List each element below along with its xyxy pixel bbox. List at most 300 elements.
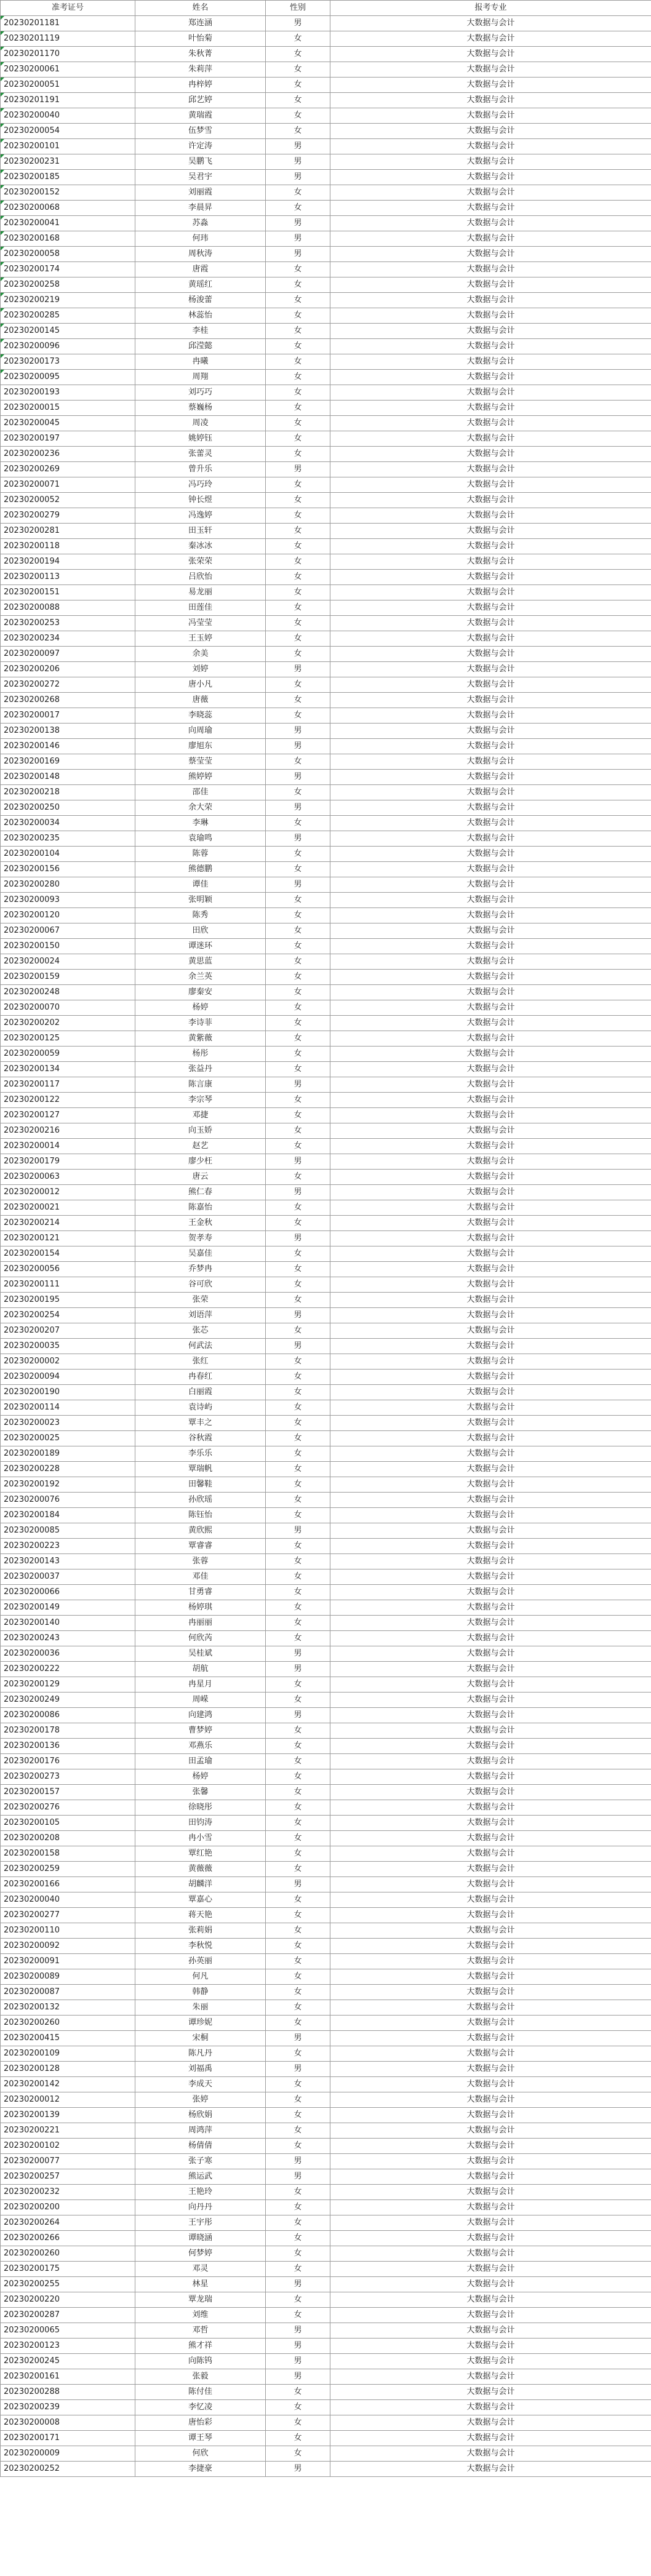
cell-name[interactable] bbox=[135, 370, 266, 385]
cell-major[interactable] bbox=[330, 600, 651, 616]
cell-exam-id[interactable] bbox=[1, 277, 135, 293]
cell-name[interactable] bbox=[135, 1108, 266, 1123]
cell-name[interactable] bbox=[135, 2354, 266, 2369]
cell-gender[interactable] bbox=[266, 893, 330, 908]
cell-name[interactable] bbox=[135, 785, 266, 800]
cell-name[interactable] bbox=[135, 1662, 266, 1677]
cell-gender[interactable] bbox=[266, 1631, 330, 1646]
cell-exam-id[interactable] bbox=[1, 616, 135, 631]
cell-exam-id[interactable] bbox=[1, 2323, 135, 2339]
cell-exam-id[interactable] bbox=[1, 1569, 135, 1585]
cell-exam-id[interactable] bbox=[1, 2046, 135, 2062]
cell-gender[interactable] bbox=[266, 570, 330, 585]
cell-exam-id[interactable] bbox=[1, 1877, 135, 1892]
cell-exam-id[interactable] bbox=[1, 508, 135, 524]
cell-gender[interactable] bbox=[266, 1077, 330, 1093]
cell-exam-id[interactable] bbox=[1, 1123, 135, 1139]
cell-exam-id[interactable] bbox=[1, 247, 135, 262]
cell-major[interactable] bbox=[330, 1523, 651, 1539]
cell-name[interactable] bbox=[135, 1047, 266, 1062]
cell-major[interactable] bbox=[330, 231, 651, 247]
cell-gender[interactable] bbox=[266, 216, 330, 231]
cell-gender[interactable] bbox=[266, 1446, 330, 1462]
cell-exam-id[interactable] bbox=[1, 1354, 135, 1370]
cell-name[interactable] bbox=[135, 908, 266, 923]
cell-name[interactable] bbox=[135, 1231, 266, 1246]
cell-gender[interactable] bbox=[266, 1323, 330, 1339]
cell-gender[interactable] bbox=[266, 108, 330, 124]
cell-name[interactable] bbox=[135, 1754, 266, 1769]
cell-exam-id[interactable] bbox=[1, 2092, 135, 2108]
cell-exam-id[interactable] bbox=[1, 554, 135, 570]
cell-gender[interactable] bbox=[266, 1677, 330, 1693]
cell-gender[interactable] bbox=[266, 539, 330, 554]
cell-major[interactable] bbox=[330, 2308, 651, 2323]
cell-major[interactable] bbox=[330, 524, 651, 539]
cell-major[interactable] bbox=[330, 31, 651, 47]
cell-gender[interactable] bbox=[266, 62, 330, 78]
cell-name[interactable] bbox=[135, 1877, 266, 1892]
cell-name[interactable] bbox=[135, 2339, 266, 2354]
cell-major[interactable] bbox=[330, 1185, 651, 1200]
cell-name[interactable] bbox=[135, 1816, 266, 1831]
cell-gender[interactable] bbox=[266, 1708, 330, 1723]
cell-exam-id[interactable] bbox=[1, 1154, 135, 1170]
cell-exam-id[interactable] bbox=[1, 939, 135, 954]
cell-name[interactable] bbox=[135, 1646, 266, 1662]
cell-gender[interactable] bbox=[266, 708, 330, 724]
cell-gender[interactable] bbox=[266, 1139, 330, 1154]
cell-name[interactable] bbox=[135, 939, 266, 954]
cell-major[interactable] bbox=[330, 1293, 651, 1308]
cell-name[interactable] bbox=[135, 1216, 266, 1231]
cell-major[interactable] bbox=[330, 1862, 651, 1877]
cell-name[interactable] bbox=[135, 893, 266, 908]
cell-gender[interactable] bbox=[266, 2215, 330, 2231]
cell-gender[interactable] bbox=[266, 1769, 330, 1785]
cell-name[interactable] bbox=[135, 47, 266, 62]
cell-gender[interactable] bbox=[266, 877, 330, 893]
cell-name[interactable] bbox=[135, 139, 266, 154]
cell-major[interactable] bbox=[330, 677, 651, 693]
cell-gender[interactable] bbox=[266, 1354, 330, 1370]
cell-gender[interactable] bbox=[266, 2200, 330, 2215]
cell-gender[interactable] bbox=[266, 2000, 330, 2016]
cell-name[interactable] bbox=[135, 1277, 266, 1293]
cell-exam-id[interactable] bbox=[1, 2246, 135, 2262]
cell-exam-id[interactable] bbox=[1, 2400, 135, 2415]
cell-gender[interactable] bbox=[266, 1954, 330, 1969]
cell-major[interactable] bbox=[330, 2077, 651, 2092]
cell-major[interactable] bbox=[330, 16, 651, 31]
cell-exam-id[interactable] bbox=[1, 31, 135, 47]
cell-exam-id[interactable] bbox=[1, 1646, 135, 1662]
cell-gender[interactable] bbox=[266, 339, 330, 354]
cell-exam-id[interactable] bbox=[1, 462, 135, 477]
cell-gender[interactable] bbox=[266, 477, 330, 493]
cell-exam-id[interactable] bbox=[1, 1723, 135, 1739]
cell-name[interactable] bbox=[135, 1708, 266, 1723]
cell-gender[interactable] bbox=[266, 447, 330, 462]
cell-gender[interactable] bbox=[266, 1539, 330, 1554]
cell-major[interactable] bbox=[330, 62, 651, 78]
cell-exam-id[interactable] bbox=[1, 1277, 135, 1293]
cell-gender[interactable] bbox=[266, 1646, 330, 1662]
cell-name[interactable] bbox=[135, 754, 266, 770]
cell-exam-id[interactable] bbox=[1, 1862, 135, 1877]
cell-exam-id[interactable] bbox=[1, 1400, 135, 1416]
cell-major[interactable] bbox=[330, 1170, 651, 1185]
cell-name[interactable] bbox=[135, 2215, 266, 2231]
cell-exam-id[interactable] bbox=[1, 2431, 135, 2446]
cell-gender[interactable] bbox=[266, 1047, 330, 1062]
cell-name[interactable] bbox=[135, 1508, 266, 1523]
cell-exam-id[interactable] bbox=[1, 1431, 135, 1446]
cell-gender[interactable] bbox=[266, 1108, 330, 1123]
cell-gender[interactable] bbox=[266, 2462, 330, 2477]
cell-name[interactable] bbox=[135, 1769, 266, 1785]
cell-name[interactable] bbox=[135, 600, 266, 616]
cell-gender[interactable] bbox=[266, 2108, 330, 2123]
cell-name[interactable] bbox=[135, 339, 266, 354]
cell-exam-id[interactable] bbox=[1, 1462, 135, 1477]
cell-gender[interactable] bbox=[266, 78, 330, 93]
cell-exam-id[interactable] bbox=[1, 847, 135, 862]
cell-gender[interactable] bbox=[266, 1400, 330, 1416]
cell-name[interactable] bbox=[135, 1908, 266, 1923]
cell-major[interactable] bbox=[330, 1908, 651, 1923]
cell-major[interactable] bbox=[330, 1969, 651, 1985]
cell-gender[interactable] bbox=[266, 139, 330, 154]
cell-gender[interactable] bbox=[266, 1170, 330, 1185]
cell-gender[interactable] bbox=[266, 831, 330, 847]
cell-major[interactable] bbox=[330, 1062, 651, 1077]
cell-name[interactable] bbox=[135, 1954, 266, 1969]
cell-name[interactable] bbox=[135, 800, 266, 816]
cell-exam-id[interactable] bbox=[1, 1262, 135, 1277]
cell-exam-id[interactable] bbox=[1, 1523, 135, 1539]
cell-major[interactable] bbox=[330, 585, 651, 600]
cell-name[interactable] bbox=[135, 2415, 266, 2431]
cell-exam-id[interactable] bbox=[1, 1616, 135, 1631]
cell-exam-id[interactable] bbox=[1, 1508, 135, 1523]
cell-gender[interactable] bbox=[266, 1416, 330, 1431]
cell-major[interactable] bbox=[330, 201, 651, 216]
header-name[interactable]: 姓名 bbox=[135, 1, 266, 16]
cell-exam-id[interactable] bbox=[1, 1600, 135, 1616]
cell-major[interactable] bbox=[330, 1323, 651, 1339]
cell-major[interactable] bbox=[330, 1277, 651, 1293]
cell-exam-id[interactable] bbox=[1, 93, 135, 108]
cell-gender[interactable] bbox=[266, 2062, 330, 2077]
cell-major[interactable] bbox=[330, 493, 651, 508]
cell-name[interactable] bbox=[135, 1554, 266, 1569]
cell-major[interactable] bbox=[330, 2139, 651, 2154]
cell-name[interactable] bbox=[135, 539, 266, 554]
cell-name[interactable] bbox=[135, 1416, 266, 1431]
cell-name[interactable] bbox=[135, 185, 266, 201]
cell-gender[interactable] bbox=[266, 1785, 330, 1800]
cell-exam-id[interactable] bbox=[1, 1954, 135, 1969]
cell-exam-id[interactable] bbox=[1, 1662, 135, 1677]
cell-exam-id[interactable] bbox=[1, 2415, 135, 2431]
cell-exam-id[interactable] bbox=[1, 2200, 135, 2215]
cell-exam-id[interactable] bbox=[1, 1016, 135, 1031]
cell-gender[interactable] bbox=[266, 1585, 330, 1600]
cell-exam-id[interactable] bbox=[1, 1200, 135, 1216]
cell-name[interactable] bbox=[135, 2169, 266, 2185]
cell-major[interactable] bbox=[330, 477, 651, 493]
cell-name[interactable] bbox=[135, 124, 266, 139]
cell-exam-id[interactable] bbox=[1, 1539, 135, 1554]
cell-exam-id[interactable] bbox=[1, 662, 135, 677]
cell-gender[interactable] bbox=[266, 862, 330, 877]
cell-exam-id[interactable] bbox=[1, 2016, 135, 2031]
cell-exam-id[interactable] bbox=[1, 923, 135, 939]
cell-name[interactable] bbox=[135, 1123, 266, 1139]
cell-major[interactable] bbox=[330, 2262, 651, 2277]
cell-name[interactable] bbox=[135, 262, 266, 277]
cell-exam-id[interactable] bbox=[1, 339, 135, 354]
cell-major[interactable] bbox=[330, 724, 651, 739]
cell-exam-id[interactable] bbox=[1, 862, 135, 877]
cell-gender[interactable] bbox=[266, 385, 330, 401]
cell-major[interactable] bbox=[330, 970, 651, 985]
cell-name[interactable] bbox=[135, 354, 266, 370]
cell-exam-id[interactable] bbox=[1, 1908, 135, 1923]
cell-major[interactable] bbox=[330, 739, 651, 754]
cell-exam-id[interactable] bbox=[1, 185, 135, 201]
cell-name[interactable] bbox=[135, 1723, 266, 1739]
cell-major[interactable] bbox=[330, 1508, 651, 1523]
cell-name[interactable] bbox=[135, 647, 266, 662]
cell-major[interactable] bbox=[330, 1739, 651, 1754]
cell-major[interactable] bbox=[330, 1339, 651, 1354]
cell-major[interactable] bbox=[330, 1108, 651, 1123]
cell-gender[interactable] bbox=[266, 1231, 330, 1246]
cell-major[interactable] bbox=[330, 1846, 651, 1862]
cell-name[interactable] bbox=[135, 2400, 266, 2415]
cell-major[interactable] bbox=[330, 2385, 651, 2400]
cell-exam-id[interactable] bbox=[1, 677, 135, 693]
cell-name[interactable] bbox=[135, 1739, 266, 1754]
cell-major[interactable] bbox=[330, 2062, 651, 2077]
cell-major[interactable] bbox=[330, 631, 651, 647]
cell-name[interactable] bbox=[135, 1077, 266, 1093]
cell-exam-id[interactable] bbox=[1, 16, 135, 31]
cell-name[interactable] bbox=[135, 1493, 266, 1508]
cell-gender[interactable] bbox=[266, 2169, 330, 2185]
cell-major[interactable] bbox=[330, 416, 651, 431]
cell-name[interactable] bbox=[135, 2369, 266, 2385]
cell-exam-id[interactable] bbox=[1, 370, 135, 385]
cell-name[interactable] bbox=[135, 216, 266, 231]
cell-exam-id[interactable] bbox=[1, 2031, 135, 2046]
cell-major[interactable] bbox=[330, 831, 651, 847]
cell-major[interactable] bbox=[330, 954, 651, 970]
cell-major[interactable] bbox=[330, 2354, 651, 2369]
cell-exam-id[interactable] bbox=[1, 2462, 135, 2477]
cell-gender[interactable] bbox=[266, 1016, 330, 1031]
cell-gender[interactable] bbox=[266, 1846, 330, 1862]
cell-name[interactable] bbox=[135, 1539, 266, 1554]
cell-gender[interactable] bbox=[266, 93, 330, 108]
cell-exam-id[interactable] bbox=[1, 908, 135, 923]
cell-major[interactable] bbox=[330, 1216, 651, 1231]
cell-gender[interactable] bbox=[266, 1431, 330, 1446]
cell-name[interactable] bbox=[135, 462, 266, 477]
cell-gender[interactable] bbox=[266, 1569, 330, 1585]
cell-gender[interactable] bbox=[266, 800, 330, 816]
cell-gender[interactable] bbox=[266, 2246, 330, 2262]
cell-major[interactable] bbox=[330, 1985, 651, 2000]
cell-name[interactable] bbox=[135, 2000, 266, 2016]
cell-gender[interactable] bbox=[266, 816, 330, 831]
cell-name[interactable] bbox=[135, 1385, 266, 1400]
cell-name[interactable] bbox=[135, 385, 266, 401]
cell-major[interactable] bbox=[330, 431, 651, 447]
cell-major[interactable] bbox=[330, 2277, 651, 2292]
cell-exam-id[interactable] bbox=[1, 1139, 135, 1154]
cell-major[interactable] bbox=[330, 262, 651, 277]
cell-major[interactable] bbox=[330, 2339, 651, 2354]
cell-gender[interactable] bbox=[266, 2123, 330, 2139]
cell-exam-id[interactable] bbox=[1, 47, 135, 62]
cell-major[interactable] bbox=[330, 770, 651, 785]
cell-exam-id[interactable] bbox=[1, 1769, 135, 1785]
cell-gender[interactable] bbox=[266, 524, 330, 539]
cell-major[interactable] bbox=[330, 2046, 651, 2062]
cell-major[interactable] bbox=[330, 1585, 651, 1600]
cell-exam-id[interactable] bbox=[1, 108, 135, 124]
cell-major[interactable] bbox=[330, 154, 651, 170]
cell-major[interactable] bbox=[330, 1693, 651, 1708]
cell-exam-id[interactable] bbox=[1, 970, 135, 985]
cell-exam-id[interactable] bbox=[1, 1477, 135, 1493]
cell-name[interactable] bbox=[135, 1616, 266, 1631]
cell-exam-id[interactable] bbox=[1, 1892, 135, 1908]
cell-exam-id[interactable] bbox=[1, 2385, 135, 2400]
cell-gender[interactable] bbox=[266, 1754, 330, 1769]
cell-major[interactable] bbox=[330, 693, 651, 708]
cell-major[interactable] bbox=[330, 1662, 651, 1677]
cell-major[interactable] bbox=[330, 1416, 651, 1431]
cell-name[interactable] bbox=[135, 2092, 266, 2108]
cell-name[interactable] bbox=[135, 2385, 266, 2400]
cell-exam-id[interactable] bbox=[1, 431, 135, 447]
cell-name[interactable] bbox=[135, 2108, 266, 2123]
cell-name[interactable] bbox=[135, 2185, 266, 2200]
cell-gender[interactable] bbox=[266, 1339, 330, 1354]
cell-name[interactable] bbox=[135, 1093, 266, 1108]
cell-major[interactable] bbox=[330, 401, 651, 416]
cell-major[interactable] bbox=[330, 185, 651, 201]
cell-exam-id[interactable] bbox=[1, 2308, 135, 2323]
cell-name[interactable] bbox=[135, 570, 266, 585]
cell-exam-id[interactable] bbox=[1, 1293, 135, 1308]
cell-exam-id[interactable] bbox=[1, 1047, 135, 1062]
cell-name[interactable] bbox=[135, 739, 266, 754]
cell-major[interactable] bbox=[330, 339, 651, 354]
cell-name[interactable] bbox=[135, 1170, 266, 1185]
cell-major[interactable] bbox=[330, 1031, 651, 1047]
cell-exam-id[interactable] bbox=[1, 2108, 135, 2123]
cell-gender[interactable] bbox=[266, 431, 330, 447]
cell-major[interactable] bbox=[330, 2000, 651, 2016]
cell-exam-id[interactable] bbox=[1, 1231, 135, 1246]
cell-major[interactable] bbox=[330, 2323, 651, 2339]
cell-major[interactable] bbox=[330, 1831, 651, 1846]
cell-exam-id[interactable] bbox=[1, 2154, 135, 2169]
cell-major[interactable] bbox=[330, 1892, 651, 1908]
cell-exam-id[interactable] bbox=[1, 1062, 135, 1077]
cell-gender[interactable] bbox=[266, 939, 330, 954]
cell-name[interactable] bbox=[135, 2323, 266, 2339]
cell-major[interactable] bbox=[330, 1708, 651, 1723]
cell-exam-id[interactable] bbox=[1, 62, 135, 78]
cell-major[interactable] bbox=[330, 939, 651, 954]
cell-name[interactable] bbox=[135, 1339, 266, 1354]
cell-exam-id[interactable] bbox=[1, 1385, 135, 1400]
cell-major[interactable] bbox=[330, 1800, 651, 1816]
cell-exam-id[interactable] bbox=[1, 2292, 135, 2308]
cell-exam-id[interactable] bbox=[1, 2354, 135, 2369]
cell-major[interactable] bbox=[330, 1631, 651, 1646]
cell-exam-id[interactable] bbox=[1, 154, 135, 170]
cell-gender[interactable] bbox=[266, 923, 330, 939]
cell-exam-id[interactable] bbox=[1, 139, 135, 154]
cell-exam-id[interactable] bbox=[1, 693, 135, 708]
cell-gender[interactable] bbox=[266, 1816, 330, 1831]
cell-major[interactable] bbox=[330, 1262, 651, 1277]
cell-name[interactable] bbox=[135, 985, 266, 1000]
cell-exam-id[interactable] bbox=[1, 2277, 135, 2292]
cell-gender[interactable] bbox=[266, 970, 330, 985]
cell-major[interactable] bbox=[330, 708, 651, 724]
cell-major[interactable] bbox=[330, 908, 651, 923]
cell-major[interactable] bbox=[330, 2092, 651, 2108]
cell-major[interactable] bbox=[330, 1400, 651, 1416]
cell-major[interactable] bbox=[330, 800, 651, 816]
cell-gender[interactable] bbox=[266, 31, 330, 47]
cell-gender[interactable] bbox=[266, 401, 330, 416]
cell-major[interactable] bbox=[330, 1646, 651, 1662]
cell-gender[interactable] bbox=[266, 985, 330, 1000]
cell-name[interactable] bbox=[135, 1862, 266, 1877]
cell-gender[interactable] bbox=[266, 1939, 330, 1954]
cell-exam-id[interactable] bbox=[1, 308, 135, 324]
cell-gender[interactable] bbox=[266, 600, 330, 616]
cell-gender[interactable] bbox=[266, 247, 330, 262]
cell-exam-id[interactable] bbox=[1, 816, 135, 831]
cell-major[interactable] bbox=[330, 508, 651, 524]
cell-gender[interactable] bbox=[266, 785, 330, 800]
cell-name[interactable] bbox=[135, 416, 266, 431]
cell-exam-id[interactable] bbox=[1, 447, 135, 462]
cell-gender[interactable] bbox=[266, 277, 330, 293]
cell-major[interactable] bbox=[330, 754, 651, 770]
cell-exam-id[interactable] bbox=[1, 124, 135, 139]
cell-major[interactable] bbox=[330, 293, 651, 308]
cell-major[interactable] bbox=[330, 847, 651, 862]
cell-name[interactable] bbox=[135, 1016, 266, 1031]
cell-gender[interactable] bbox=[266, 462, 330, 477]
cell-name[interactable] bbox=[135, 508, 266, 524]
cell-major[interactable] bbox=[330, 1370, 651, 1385]
cell-gender[interactable] bbox=[266, 1862, 330, 1877]
cell-exam-id[interactable] bbox=[1, 1923, 135, 1939]
cell-exam-id[interactable] bbox=[1, 1446, 135, 1462]
